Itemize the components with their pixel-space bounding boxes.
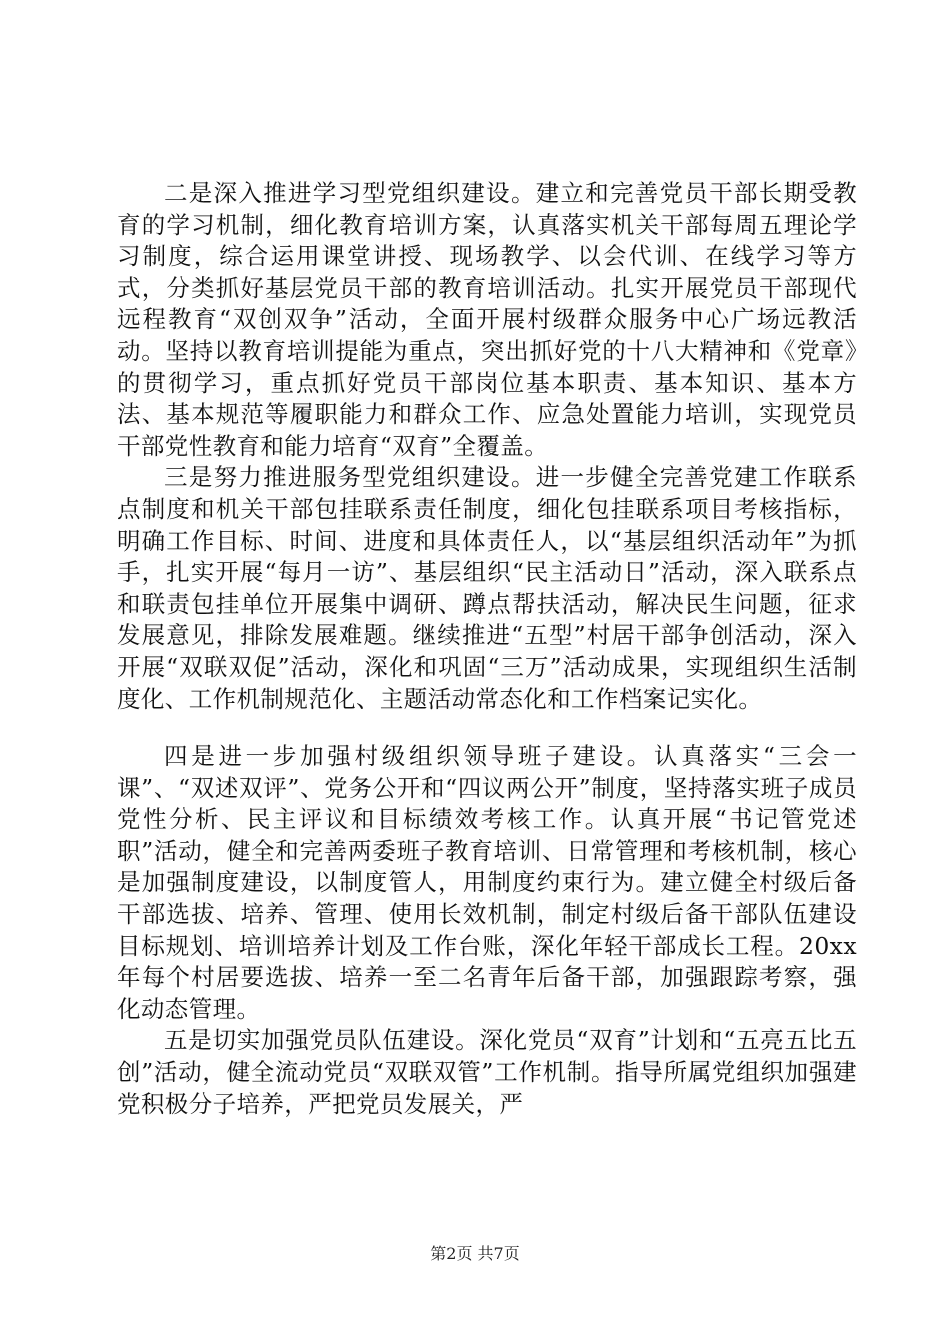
page-number: 第2页 共7页 (430, 1244, 520, 1263)
body-text (117, 178, 857, 1120)
paragraph-party-members: 五是切实加强党员队伍建设。深化党员“双育”计划和“五亮五比五创”活动，健全流动党员“双联双管”工作机制。指导所属党组织加强建党积极分子培养，严把党员发展关，严 (117, 1026, 857, 1118)
paragraph-study-organization: 二是深入推进学习型党组织建设。建立和完善党员干部长期受教育的学习机制，细化教育培训方案，认真落实机关干部每周五理论学习制度，综合运用课堂讲授、现场教学、以会代训、在线学习等方式，分类抓好基层党员干部的教育培训活动。扎实开展党员干部现代远程教育“双创双争”活动，全面开展村级群众服务中心广场远教活动。坚持以教育培训提能为重点，突出抓好党的十八大精神和《党章》的贯彻学习，重点抓好党员干部岗位基本职责、基本知识、基本方法、基本规范等履职能力和群众工作、应急处置能力培训，实现党员干部党性教育和能力培育“双育”全覆盖。 (117, 179, 857, 460)
page-footer (0, 1244, 950, 1264)
paragraph-village-leadership: 四是进一步加强村级组织领导班子建设。认真落实“三会一课”、“双述双评”、党务公开和“四议两公开”制度，坚持落实班子成员党性分析、民主评议和目标绩效考核工作。认真开展“书记管党述职”活动，健全和完善两委班子教育培训、日常管理和考核机制，核心是加强制度建设，以制度管人，用制度约束行为。建立健全村级后备干部选拔、培养、管理、使用长效机制，制定村级后备干部队伍建设目标规划、培训培养计划及工作台账，深化年轻干部成长工程。20xx年每个村居要选拔、培养一至二名青年后备干部，加强跟踪考察，强化动态管理。 (117, 742, 857, 1023)
paragraph-service-organization: 三是努力推进服务型党组织建设。进一步健全完善党建工作联系点制度和机关干部包挂联系责任制度，细化包挂联系项目考核指标，明确工作目标、时间、进度和具体责任人，以“基层组织活动年”为抓手，扎实开展“每月一访”、基层组织“民主活动日”活动，深入联系点和联责包挂单位开展集中调研、蹲点帮扶活动，解决民生问题，征求发展意见，排除发展难题。继续推进“五型”村居干部争创活动，深入开展“双联双促”活动，深化和巩固“三万”活动成果，实现组织生活制度化、工作机制规范化、主题活动常态化和工作档案记实化。 (117, 463, 857, 713)
